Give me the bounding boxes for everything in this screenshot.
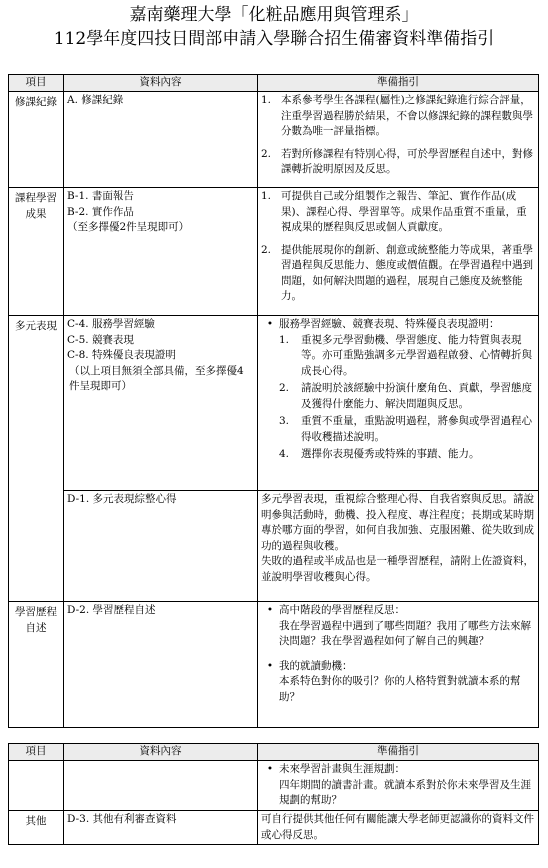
guide-text: 若對所修課程有特別心得，可於學習歷程自述中，對修課轉折說明原因及反思。 bbox=[281, 147, 533, 175]
content-item: B-2. 實作作品 bbox=[67, 205, 134, 218]
guide-text: 我在學習過程中遇到了哪些問題？我用了哪些方法來解決問題？我在學習過程如何了解自己的興趣？ bbox=[279, 619, 531, 647]
header-guide: 準備指引 bbox=[258, 75, 539, 92]
bullet-icon: • bbox=[266, 318, 274, 330]
table-header-row bbox=[9, 75, 539, 92]
guide-subitem bbox=[279, 381, 535, 412]
item-number: 1. bbox=[261, 94, 272, 106]
guide-subitem bbox=[279, 447, 535, 463]
content-item: A. 修課紀錄 bbox=[67, 94, 124, 106]
item-number: 2. bbox=[261, 243, 272, 256]
guide-text: 本系特色對你的吸引？你的人格特質對就讀本系的幫助？ bbox=[279, 675, 521, 703]
header-content: 資料內容 bbox=[64, 75, 258, 92]
guide-text: 多元學習表現，重視綜合整理心得、自我省察與反思。請說明參與活動時，動機、投入程度、專注程度；長期或某時期專於哪方面的學習，如何自我加強、克服困難、從失敗到成功的過程與收穫。 bbox=[261, 493, 534, 552]
row-guide bbox=[258, 602, 539, 728]
item-number: 2. bbox=[261, 147, 272, 160]
item-number: 1. bbox=[279, 333, 290, 346]
guide-text: 失敗的過程或半成品也是一種學習歷程，請附上佐證資料，並說明學習收穫與心得。 bbox=[261, 555, 534, 583]
guide-text: 服務學習經驗、競賽表現、特殊優良表現證明： bbox=[279, 318, 500, 330]
content-item: C-4. 服務學習經驗 bbox=[67, 318, 155, 330]
bullet-icon: • bbox=[266, 763, 274, 775]
row-category: 課程學習成果 bbox=[9, 188, 64, 316]
guide-subitem bbox=[279, 333, 535, 380]
table-row bbox=[9, 316, 539, 491]
guide-table bbox=[8, 74, 539, 728]
table-row bbox=[9, 761, 539, 811]
row-content bbox=[64, 316, 258, 491]
guide-table-continued bbox=[8, 743, 539, 845]
table-row bbox=[9, 811, 539, 845]
header-item: 項目 bbox=[9, 744, 64, 761]
row-category: 其他 bbox=[9, 811, 64, 845]
table-row bbox=[9, 602, 539, 728]
row-content: D-2. 學習歷程自述 bbox=[64, 602, 258, 728]
guide-text: 重視多元學習動機、學習態度、能力特質與表現等。亦可重點強調多元學習過程啟發、心情轉折與成長心得。 bbox=[301, 333, 532, 377]
guide-item bbox=[261, 147, 535, 178]
row-content bbox=[64, 761, 258, 811]
guide-item bbox=[261, 243, 535, 305]
content-note: （至多擇優2件呈現即可） bbox=[67, 221, 190, 233]
row-category: 修課紀錄 bbox=[9, 92, 64, 188]
guide-subitem bbox=[279, 414, 535, 445]
row-guide: 可自行提供其他任何有關能讓大學老師更認識你的資料文件或心得反思。 bbox=[258, 811, 539, 845]
content-item: C-5. 競賽表現 bbox=[67, 333, 134, 346]
row-guide bbox=[258, 491, 539, 602]
row-guide bbox=[258, 761, 539, 811]
item-number: 1. bbox=[261, 190, 272, 202]
guide-bullet bbox=[261, 603, 535, 619]
guide-bullet bbox=[261, 659, 535, 675]
guide-text: 選擇你表現優秀或特殊的事蹟、能力。 bbox=[301, 448, 480, 460]
document-subtitle: 112學年度四技日間部申請入學聯合招生備審資料準備指引 bbox=[53, 29, 495, 49]
row-guide bbox=[258, 92, 539, 188]
table-row bbox=[9, 188, 539, 316]
table-row bbox=[9, 491, 539, 602]
row-category: 學習歷程自述 bbox=[9, 602, 64, 728]
header-guide: 準備指引 bbox=[258, 744, 539, 761]
guide-item bbox=[261, 189, 535, 236]
guide-heading: 未來學習計畫與生涯規劃： bbox=[279, 763, 405, 775]
row-guide bbox=[258, 188, 539, 316]
row-content bbox=[64, 188, 258, 316]
table-header-row bbox=[9, 744, 539, 761]
guide-text: 提供能展現你的創新、創意或統整能力等成果，著重學習過程與反思能力、態度或價值觀。在學習過程中遇到問題，如何解決問題的過程，展現自己態度及統整能力。 bbox=[281, 243, 533, 302]
guide-heading: 我的就讀動機： bbox=[279, 659, 353, 672]
item-number: 3. bbox=[279, 415, 290, 427]
content-note: （以上項目無須全部具備，至多擇優4件呈現即可） bbox=[69, 364, 244, 392]
bullet-icon: • bbox=[266, 604, 274, 616]
content-item: C-8. 特殊優良表現證明 bbox=[67, 349, 176, 361]
guide-text: 四年期間的讀書計畫。就讀本系對於你未來學習及生涯規劃的幫助？ bbox=[279, 778, 531, 806]
header-content: 資料內容 bbox=[64, 744, 258, 761]
header-item: 項目 bbox=[9, 75, 64, 92]
row-guide bbox=[258, 316, 539, 491]
row-content: D-3. 其他有利審查資料 bbox=[64, 811, 258, 845]
item-number: 2. bbox=[279, 382, 290, 394]
table-row bbox=[9, 92, 539, 188]
row-category bbox=[9, 761, 64, 811]
guide-text: 本系參考學生各課程(屬性)之修課紀錄進行綜合評量，注重學習過程勝於結果，不會以修課紀錄的課程數與學分數為唯一評量指標。 bbox=[281, 94, 533, 137]
guide-text: 可提供自己或分組製作之報告、筆記、實作作品(成果)、課程心得、學習單等。成果作品重質不重量，重視成果的歷程與反思或個人貢獻度。 bbox=[281, 190, 527, 233]
guide-heading: 高中階段的學習歷程反思： bbox=[279, 604, 405, 616]
bullet-icon: • bbox=[266, 659, 274, 672]
row-category: 多元表現 bbox=[9, 316, 64, 602]
guide-bullet bbox=[261, 762, 535, 778]
content-item: B-1. 書面報告 bbox=[67, 190, 134, 202]
guide-bullet bbox=[261, 317, 535, 333]
guide-text: 重質不重量，重點說明過程，將參與或學習過程心得收穫描述說明。 bbox=[301, 415, 532, 443]
row-content: D-1. 多元表現綜整心得 bbox=[64, 491, 258, 602]
item-number: 4. bbox=[279, 448, 290, 460]
document-title: 嘉南藥理大學「化粧品應用與管理系」 bbox=[129, 5, 419, 25]
row-content bbox=[64, 92, 258, 188]
guide-text: 請說明於該經驗中扮演什麼角色、貢獻，學習態度及獲得什麼能力、解決問題與反思。 bbox=[301, 382, 532, 410]
guide-item bbox=[261, 93, 535, 140]
